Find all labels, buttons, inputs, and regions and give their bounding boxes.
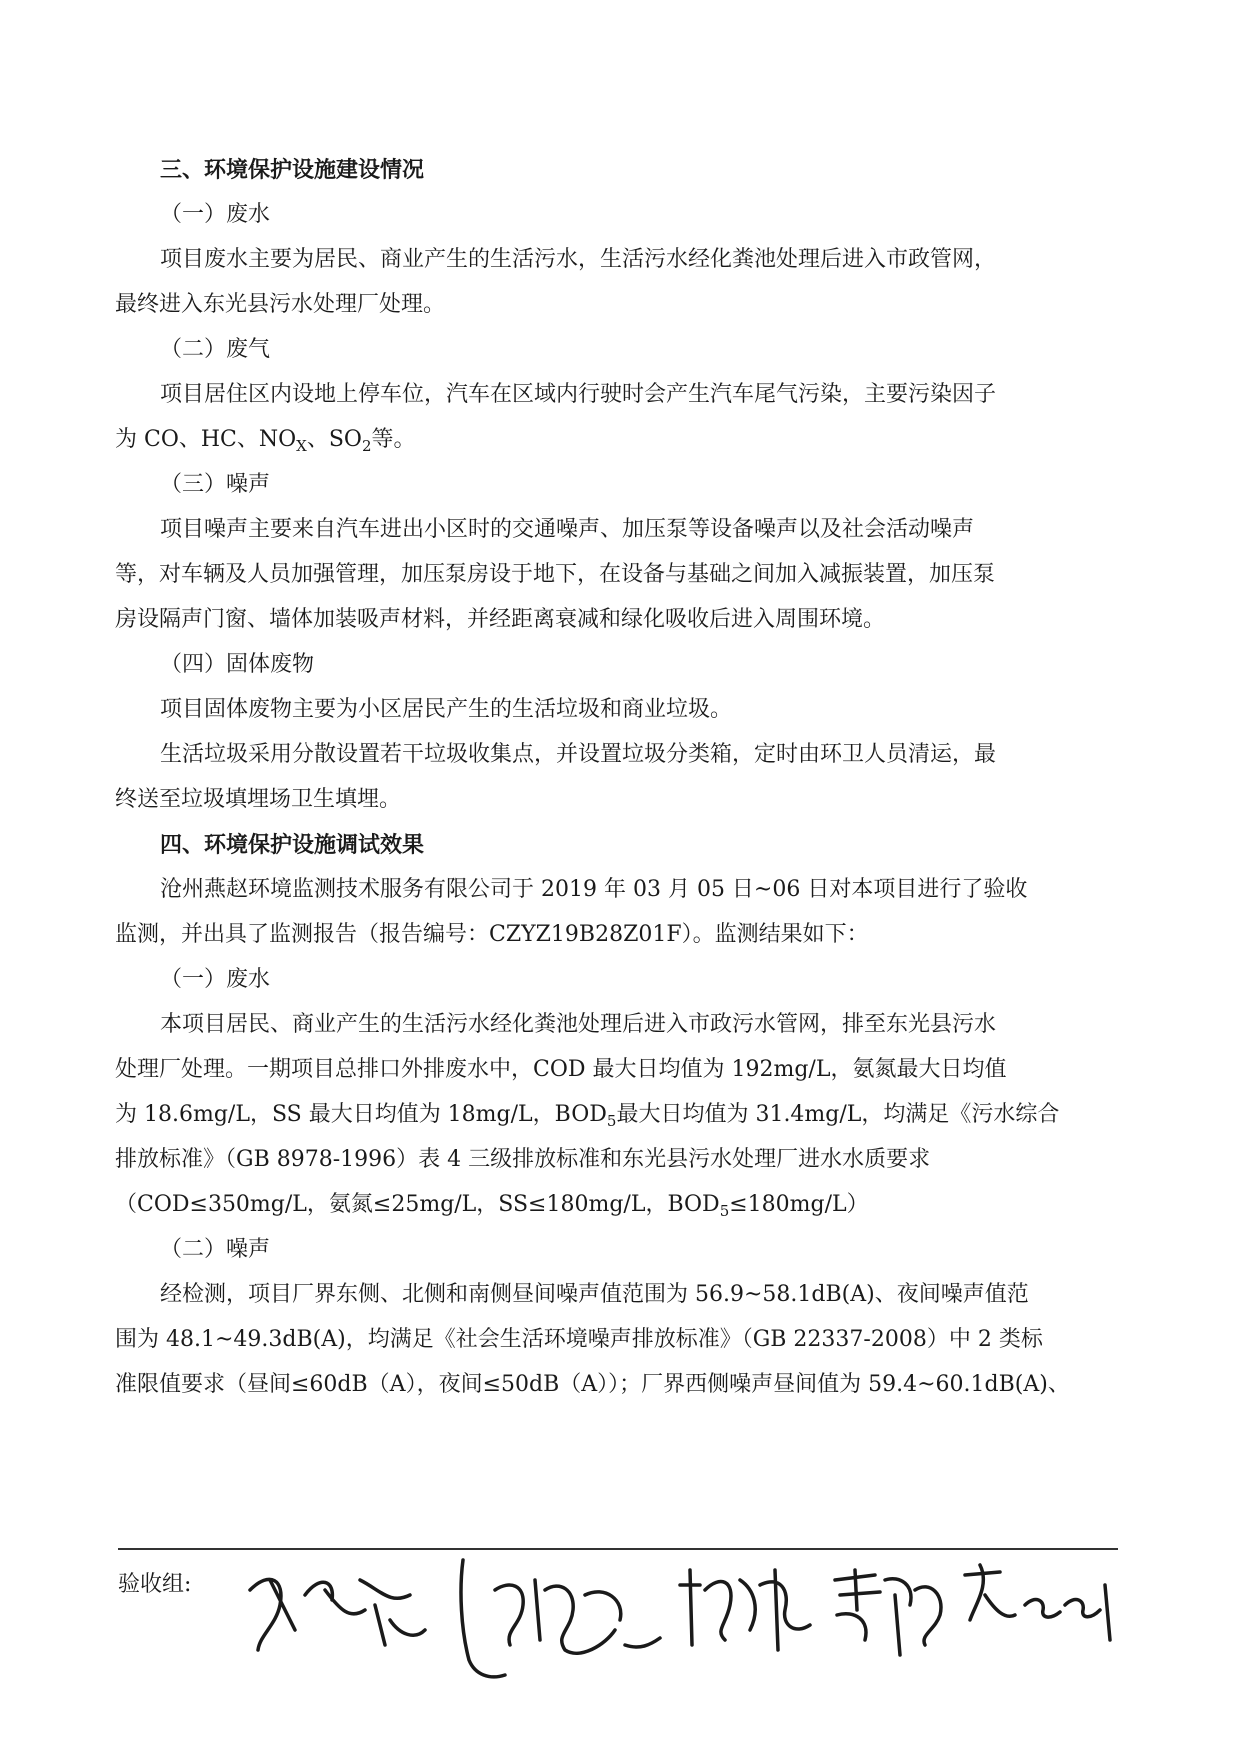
paragraph-line: 排放标准》（GB 8978-1996）表 4 三级排放标准和东光县污水处理厂进水水质要求 — [115, 1147, 931, 1172]
paragraph-line: 生活垃圾采用分散设置若干垃圾收集点，并设置垃圾分类箱，定时由环卫人员清运，最 — [160, 742, 997, 767]
paragraph-line: 项目居住区内设地上停车位，汽车在区域内行驶时会产生汽车尾气污染，主要污染因子 — [160, 382, 997, 407]
text-run: 最大日均值为 31.4mg/L，均满足《污水综合 — [616, 1102, 1060, 1127]
subheading-exhaust-gas: （二）废气 — [160, 337, 271, 362]
paragraph-line-pollutants — [115, 425, 416, 456]
paragraph-line: 最终进入东光县污水处理厂处理。 — [115, 292, 446, 317]
paragraph-line: 沧州燕赵环境监测技术服务有限公司于 2019 年 03 月 05 日~06 日对本项目进行了验收 — [160, 877, 1028, 902]
subheading-noise-2: （二）噪声 — [160, 1237, 271, 1262]
signature-3 — [670, 1550, 820, 1670]
paragraph-line: 项目废水主要为居民、商业产生的生活污水，生活污水经化粪池处理后进入市政管网， — [160, 247, 997, 272]
paragraph-line: 本项目居民、商业产生的生活污水经化粪池处理后进入市政污水管网，排至东光县污水 — [160, 1012, 997, 1037]
paragraph-line-bod — [115, 1100, 1059, 1131]
subscript: 2 — [361, 437, 372, 455]
subscript: X — [296, 437, 307, 455]
signature-1 — [240, 1550, 430, 1670]
section-heading-3: 三、环境保护设施建设情况 — [160, 157, 425, 183]
signature-4 — [825, 1550, 955, 1670]
text-run: （COD≤350mg/L，氨氮≤25mg/L，SS≤180mg/L，BOD — [115, 1192, 720, 1217]
paragraph-line: 等，对车辆及人员加强管理，加压泵房设于地下，在设备与基础之间加入减振装置，加压泵 — [115, 562, 996, 587]
subscript: 5 — [719, 1202, 730, 1220]
subscript: 5 — [606, 1112, 617, 1130]
subheading-wastewater: （一）废水 — [160, 202, 271, 227]
paragraph-line-limits — [115, 1190, 869, 1221]
paragraph-line: 经检测，项目厂界东侧、北侧和南侧昼间噪声值范围为 56.9~58.1dB(A)、夜间噪声值范 — [160, 1282, 1029, 1307]
paragraph-line: 准限值要求（昼间≤60dB（A），夜间≤50dB（A））；厂界西侧噪声昼间值为 59.4~60.1dB(A)、 — [115, 1372, 1070, 1397]
text-run: 、SO — [306, 427, 362, 452]
text-run: ≤180mg/L） — [729, 1192, 869, 1217]
text-run: 为 18.6mg/L，SS 最大日均值为 18mg/L，BOD — [115, 1102, 607, 1127]
subheading-wastewater-2: （一）废水 — [160, 967, 271, 992]
text-run: 为 CO、HC、NO — [115, 427, 297, 452]
paragraph-line: 项目固体废物主要为小区居民产生的生活垃圾和商业垃圾。 — [160, 697, 733, 722]
acceptance-group-label: 验收组: — [118, 1572, 192, 1597]
subheading-solid-waste: （四）固体废物 — [160, 652, 315, 677]
paragraph-line: 房设隔声门窗、墙体加装吸声材料，并经距离衰减和绿化吸收后进入周围环境。 — [115, 607, 886, 632]
paragraph-line: 终送至垃圾填埋场卫生填埋。 — [115, 787, 402, 812]
signature-5 — [955, 1550, 1125, 1660]
text-run: 等。 — [371, 427, 416, 452]
section-heading-4: 四、环境保护设施调试效果 — [160, 832, 425, 858]
paragraph-line: 处理厂处理。一期项目总排口外排废水中，COD 最大日均值为 192mg/L，氨氮最大日均值 — [115, 1057, 1007, 1082]
paragraph-line: 围为 48.1~49.3dB(A)，均满足《社会生活环境噪声排放标准》（GB 22337-2008）中 2 类标 — [115, 1327, 1043, 1352]
signature-2 — [455, 1550, 665, 1690]
paragraph-line: 项目噪声主要来自汽车进出小区时的交通噪声、加压泵等设备噪声以及社会活动噪声 — [160, 517, 975, 542]
subheading-noise: （三）噪声 — [160, 472, 271, 497]
paragraph-line: 监测，并出具了监测报告（报告编号：CZYZ19B28Z01F）。监测结果如下： — [115, 922, 869, 947]
